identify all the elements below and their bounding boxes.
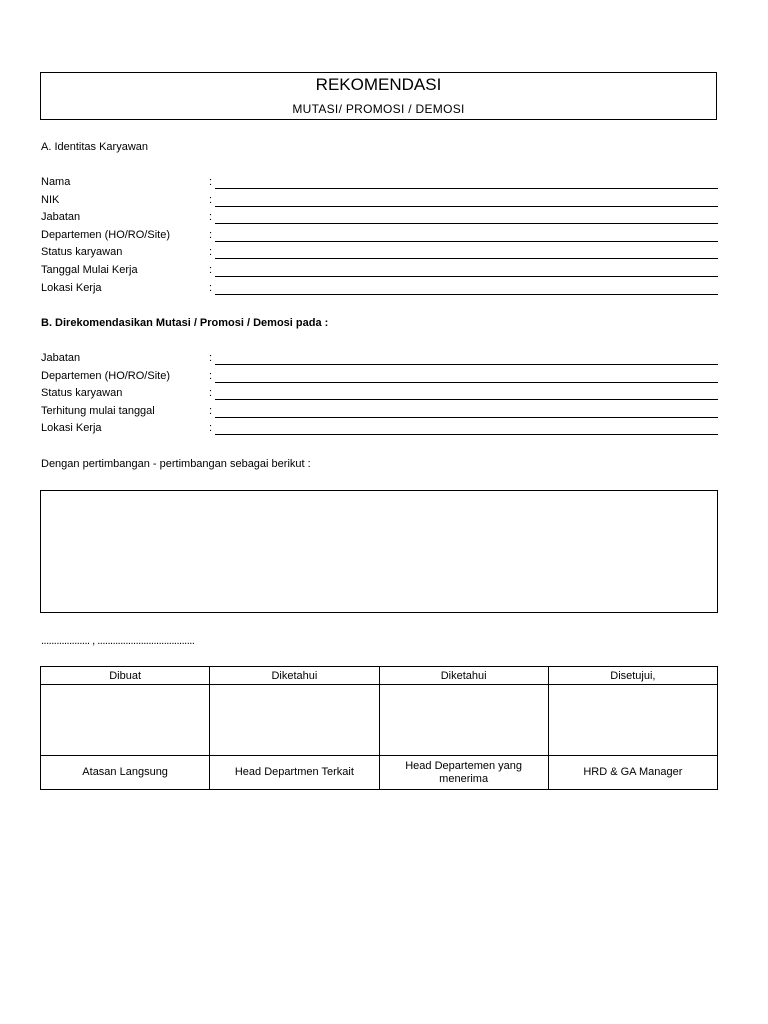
field-label: Tanggal Mulai Kerja: [41, 264, 138, 276]
considerations-box[interactable]: [40, 490, 718, 613]
signature-space[interactable]: [548, 685, 717, 756]
field-label: Jabatan: [41, 211, 81, 223]
field-new-jabatan[interactable]: [41, 352, 718, 366]
field-fill-line[interactable]: [215, 382, 718, 383]
signatory-title-cell: HRD & GA Manager: [548, 756, 717, 790]
signature-space[interactable]: [41, 685, 210, 756]
field-colon: :: [209, 370, 213, 382]
signatory-title-cell: Atasan Langsung: [41, 756, 210, 790]
field-fill-line[interactable]: [215, 417, 718, 418]
field-colon: :: [209, 211, 213, 223]
field-fill-line[interactable]: [215, 434, 718, 435]
field-label: Departemen (HO/RO/Site): [41, 370, 170, 382]
field-label: Status karyawan: [41, 246, 123, 258]
field-colon: :: [209, 405, 213, 417]
field-fill-line[interactable]: [215, 294, 718, 295]
field-label: Jabatan: [41, 352, 81, 364]
field-fill-line[interactable]: [215, 364, 718, 365]
document-header-box: [40, 72, 717, 120]
field-colon: :: [209, 422, 213, 434]
place-date-line: ................... , ......................................: [41, 635, 195, 647]
signature-header-cell: Dibuat: [41, 667, 210, 685]
signature-space[interactable]: [210, 685, 379, 756]
signature-header-cell: Diketahui: [379, 667, 548, 685]
field-jabatan[interactable]: [41, 211, 718, 225]
field-label: Lokasi Kerja: [41, 282, 102, 294]
field-tanggal-mulai-kerja[interactable]: [41, 264, 718, 278]
signature-header-cell: Disetujui,: [548, 667, 717, 685]
field-label: Terhitung mulai tanggal: [41, 405, 155, 417]
field-fill-line[interactable]: [215, 241, 718, 242]
field-fill-line[interactable]: [215, 188, 718, 189]
field-nama[interactable]: [41, 176, 718, 190]
document-title: REKOMENDASI: [315, 75, 442, 94]
signature-header-cell: Diketahui: [210, 667, 379, 685]
field-colon: :: [209, 387, 213, 399]
field-nik[interactable]: [41, 194, 718, 208]
field-label: NIK: [41, 194, 60, 206]
field-terhitung-mulai-tanggal[interactable]: [41, 405, 718, 419]
field-label: Nama: [41, 176, 71, 188]
field-label: Departemen (HO/RO/Site): [41, 229, 170, 241]
field-departemen[interactable]: [41, 229, 718, 243]
field-fill-line[interactable]: [215, 223, 718, 224]
field-colon: :: [209, 264, 213, 276]
field-lokasi-kerja[interactable]: [41, 282, 718, 296]
considerations-label: Dengan pertimbangan - pertimbangan sebagai berikut :: [41, 458, 311, 470]
field-new-departemen[interactable]: [41, 370, 718, 384]
field-status-karyawan[interactable]: [41, 246, 718, 260]
field-colon: :: [209, 229, 213, 241]
field-fill-line[interactable]: [215, 276, 718, 277]
field-new-lokasi-kerja[interactable]: [41, 422, 718, 436]
section-a-title: A. Identitas Karyawan: [41, 141, 149, 153]
field-fill-line[interactable]: [215, 399, 718, 400]
signature-table: [40, 666, 718, 790]
field-fill-line[interactable]: [215, 206, 718, 207]
document-subtitle: MUTASI/ PROMOSI / DEMOSI: [292, 102, 465, 116]
field-colon: :: [209, 282, 213, 294]
field-fill-line[interactable]: [215, 258, 718, 259]
signature-space[interactable]: [379, 685, 548, 756]
section-b-title: B. Direkomendasikan Mutasi / Promosi / Demosi pada :: [41, 317, 329, 329]
signatory-title-cell: Head Departemen yang menerima: [379, 756, 548, 790]
field-colon: :: [209, 246, 213, 258]
field-colon: :: [209, 176, 213, 188]
signatory-title-cell: Head Departmen Terkait: [210, 756, 379, 790]
field-label: Lokasi Kerja: [41, 422, 102, 434]
field-new-status-karyawan[interactable]: [41, 387, 718, 401]
field-colon: :: [209, 194, 213, 206]
field-colon: :: [209, 352, 213, 364]
field-label: Status karyawan: [41, 387, 123, 399]
